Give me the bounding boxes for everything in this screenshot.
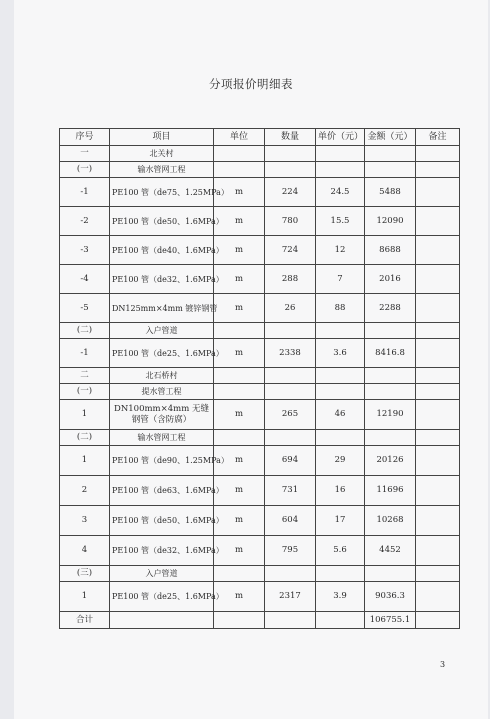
header-no: 序号 (60, 129, 110, 146)
cell-unit (214, 162, 265, 178)
cell-amount: 8416.8 (365, 339, 416, 368)
cell-unit: m (214, 582, 265, 612)
cell-item: PE100 管（de25、1.6MPa） (110, 582, 214, 612)
cell-note (416, 323, 460, 339)
cell-note (416, 582, 460, 612)
table-row (60, 146, 460, 162)
cell-qty (265, 162, 316, 178)
cell-note (416, 207, 460, 236)
table-row (60, 536, 460, 566)
cell-qty (265, 384, 316, 400)
cell-item (110, 612, 214, 629)
cell-amount: 5488 (365, 178, 416, 207)
cell-qty: 780 (265, 207, 316, 236)
cell-note (416, 400, 460, 430)
cell-no: -2 (60, 207, 110, 236)
header-price: 单价（元） (316, 129, 365, 146)
cell-qty (265, 368, 316, 384)
cell-item: DN100mm×4mm 无缝钢管（含防腐） (110, 400, 214, 430)
cell-amount: 2016 (365, 265, 416, 294)
cell-no: 2 (60, 476, 110, 506)
cell-unit (214, 430, 265, 446)
cell-no: -3 (60, 236, 110, 265)
cell-note (416, 506, 460, 536)
cell-item: PE100 管（de50、1.6MPa） (110, 207, 214, 236)
table-row (60, 430, 460, 446)
cell-no: 合计 (60, 612, 110, 629)
cell-price (316, 323, 365, 339)
cell-no: -1 (60, 339, 110, 368)
header-qty: 数量 (265, 129, 316, 146)
cell-price: 16 (316, 476, 365, 506)
cell-unit: m (214, 400, 265, 430)
cell-amount (365, 384, 416, 400)
cell-note (416, 566, 460, 582)
cell-amount (365, 323, 416, 339)
table-row (60, 339, 460, 368)
cell-note (416, 178, 460, 207)
cell-price: 12 (316, 236, 365, 265)
cell-item: 输水管网工程 (110, 430, 214, 446)
cell-item: PE100 管（de75、1.25MPa） (110, 178, 214, 207)
cell-unit (214, 612, 265, 629)
cell-price: 3.6 (316, 339, 365, 368)
cell-no: -5 (60, 294, 110, 323)
cell-note (416, 294, 460, 323)
cell-unit: m (214, 506, 265, 536)
cell-unit (214, 384, 265, 400)
cell-qty: 2317 (265, 582, 316, 612)
table-row (60, 476, 460, 506)
cell-no: -1 (60, 178, 110, 207)
cell-unit (214, 566, 265, 582)
table-row (60, 566, 460, 582)
cell-unit: m (214, 294, 265, 323)
cell-note (416, 612, 460, 629)
cell-note (416, 430, 460, 446)
table-row (60, 265, 460, 294)
header-amount: 金额（元） (365, 129, 416, 146)
table-row (60, 612, 460, 629)
cell-unit: m (214, 207, 265, 236)
table-row (60, 384, 460, 400)
cell-unit: m (214, 446, 265, 476)
cell-amount (365, 368, 416, 384)
cell-qty (265, 612, 316, 629)
cell-price: 46 (316, 400, 365, 430)
cell-item: 北关村 (110, 146, 214, 162)
cell-amount: 20126 (365, 446, 416, 476)
cell-no: (二) (60, 323, 110, 339)
cell-item: PE100 管（de32、1.6MPa） (110, 265, 214, 294)
cell-note (416, 339, 460, 368)
cell-amount: 106755.1 (365, 612, 416, 629)
cell-price (316, 566, 365, 582)
cell-unit: m (214, 476, 265, 506)
header-note: 备注 (416, 129, 460, 146)
cell-price: 7 (316, 265, 365, 294)
cell-price: 3.9 (316, 582, 365, 612)
cell-no: 1 (60, 582, 110, 612)
cell-amount: 12190 (365, 400, 416, 430)
cell-price (316, 612, 365, 629)
cell-no: 1 (60, 446, 110, 476)
cell-no: 3 (60, 506, 110, 536)
cell-qty: 724 (265, 236, 316, 265)
cell-item: 提水管工程 (110, 384, 214, 400)
cell-item: PE100 管（de40、1.6MPa） (110, 236, 214, 265)
cell-price (316, 368, 365, 384)
table-row (60, 582, 460, 612)
cell-unit (214, 146, 265, 162)
cell-no: 一 (60, 146, 110, 162)
cell-amount: 9036.3 (365, 582, 416, 612)
cell-unit: m (214, 265, 265, 294)
cell-unit (214, 368, 265, 384)
cell-note (416, 536, 460, 566)
cell-note (416, 368, 460, 384)
cell-unit: m (214, 178, 265, 207)
cell-price: 15.5 (316, 207, 365, 236)
cell-item: 入户管道 (110, 323, 214, 339)
cell-note (416, 146, 460, 162)
cell-amount: 11696 (365, 476, 416, 506)
table-row (60, 162, 460, 178)
table-row (60, 294, 460, 323)
cell-item: PE100 管（de32、1.6MPa） (110, 536, 214, 566)
cell-note (416, 476, 460, 506)
header-unit: 单位 (214, 129, 265, 146)
cell-unit: m (214, 236, 265, 265)
cell-price (316, 162, 365, 178)
page-title: 分项报价明细表 (209, 77, 293, 91)
document-page (14, 0, 488, 719)
cell-item: 输水管网工程 (110, 162, 214, 178)
cell-price: 5.6 (316, 536, 365, 566)
cell-qty: 26 (265, 294, 316, 323)
table-row (60, 400, 460, 430)
cell-amount: 8688 (365, 236, 416, 265)
table-row (60, 323, 460, 339)
cell-amount: 12090 (365, 207, 416, 236)
cell-qty (265, 323, 316, 339)
cell-item: 北石桥村 (110, 368, 214, 384)
cell-qty (265, 566, 316, 582)
cell-no: (二) (60, 430, 110, 446)
cell-price: 88 (316, 294, 365, 323)
cell-no: (一) (60, 162, 110, 178)
cell-no: 4 (60, 536, 110, 566)
cell-price: 17 (316, 506, 365, 536)
cell-price (316, 430, 365, 446)
table-header-row (60, 129, 460, 146)
cell-note (416, 384, 460, 400)
cell-item: 入户管道 (110, 566, 214, 582)
table-row (60, 236, 460, 265)
cell-amount (365, 430, 416, 446)
cell-item: PE100 管（de50、1.6MPa） (110, 506, 214, 536)
cell-price (316, 384, 365, 400)
cell-no: (三) (60, 566, 110, 582)
cell-no: 1 (60, 400, 110, 430)
cell-qty: 604 (265, 506, 316, 536)
cell-price: 24.5 (316, 178, 365, 207)
cell-qty (265, 146, 316, 162)
cell-unit: m (214, 536, 265, 566)
cell-no: -4 (60, 265, 110, 294)
cell-price: 29 (316, 446, 365, 476)
cell-amount: 10268 (365, 506, 416, 536)
table-row (60, 506, 460, 536)
cell-amount (365, 566, 416, 582)
table-body (60, 146, 460, 629)
cell-amount (365, 162, 416, 178)
cell-amount (365, 146, 416, 162)
cell-amount: 2288 (365, 294, 416, 323)
quotation-table (59, 128, 460, 629)
cell-qty: 288 (265, 265, 316, 294)
table-row (60, 178, 460, 207)
cell-unit (214, 323, 265, 339)
cell-qty: 731 (265, 476, 316, 506)
cell-note (416, 162, 460, 178)
cell-item: PE100 管（de25、1.6MPa） (110, 339, 214, 368)
cell-price (316, 146, 365, 162)
cell-qty: 795 (265, 536, 316, 566)
cell-qty: 2338 (265, 339, 316, 368)
cell-note (416, 236, 460, 265)
cell-note (416, 446, 460, 476)
page-number: 3 (440, 660, 446, 669)
cell-note (416, 265, 460, 294)
cell-item: PE100 管（de90、1.25MPa） (110, 446, 214, 476)
cell-no: (一) (60, 384, 110, 400)
cell-qty: 224 (265, 178, 316, 207)
cell-qty: 265 (265, 400, 316, 430)
cell-no: 二 (60, 368, 110, 384)
header-item: 项目 (110, 129, 214, 146)
table-row (60, 207, 460, 236)
cell-item: PE100 管（de63、1.6MPa） (110, 476, 214, 506)
cell-qty: 694 (265, 446, 316, 476)
cell-item: DN125mm×4mm 镀锌钢管 (110, 294, 214, 323)
cell-qty (265, 430, 316, 446)
table-row (60, 446, 460, 476)
cell-unit: m (214, 339, 265, 368)
table-row (60, 368, 460, 384)
cell-amount: 4452 (365, 536, 416, 566)
